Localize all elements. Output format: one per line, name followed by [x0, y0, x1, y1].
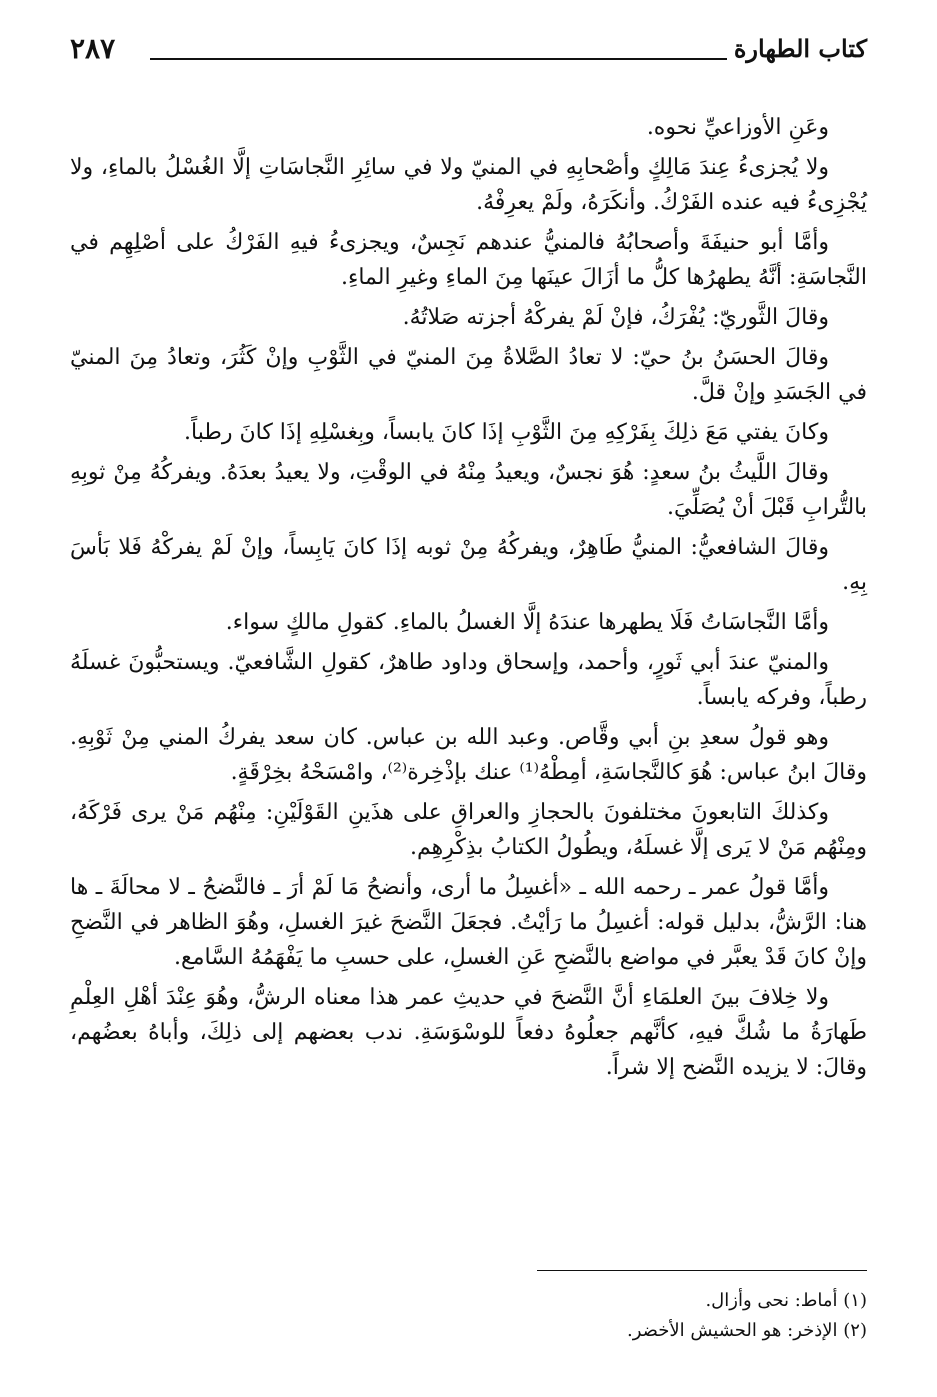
running-header: [70, 32, 867, 72]
paragraph: وهو قولُ سعدِ بنِ أبي وقَّاص. وعبد الله بن عباس. كان سعد يفركُ المني مِنْ ثَوْبِهِ. وقالَ ابنُ عباس: هُوَ كالنَّجاسَةِ، أمِطْهُ⁽¹⁾ عنك بإذْخِرة⁽²⁾، وامْسَحْهُ بخِرْقَةٍ.: [70, 725, 867, 785]
footnote-separator: [537, 1270, 867, 1271]
paragraph: ولا يُجزىءُ عِندَ مَالِكٍ وأصْحابِهِ في المنيّ ولا في سائِرِ النَّجاسَاتِ إلَّا الغُسْلُ بالماءِ، ولا يُجْزِىءُ فيه عنده الفَرْكُ. وأنكَرَهُ، ولَمْ يعرِفْهُ.: [70, 155, 867, 215]
header-rule: [150, 58, 727, 60]
footnote: (١) أماط: نحى وأزال.: [705, 1290, 867, 1311]
footnotes: [200, 1286, 867, 1346]
paragraph: وكذلكَ التابعونَ مختلفونَ بالحجازِ والعراقِ على هذَينِ القَوْلَيْنِ: مِنْهُم مَنْ يرى فَرْكَهُ، ومِنْهُم مَنْ لا يَرى إلَّا غسلَهُ، ويطُولُ الكتابُ بذِكْرِهِم.: [70, 800, 867, 860]
paragraph: ولا خِلافَ بينَ العلمَاءِ أنَّ النَّضحَ في حديثِ عمر هذا معناه الرشُّ، وهُوَ عِنْدَ أهْلِ العِلْمِ طَهارَةُ ما شُكَّ فيهِ، كأنَّهم جعلُوهُ دفعاً للوسْوَسَةِ. ندب بعضهم إلى ذلِكَ، وأباهُ بعضُهم، وقالَ: لا يزيده النَّضح إلا شراً.: [70, 985, 867, 1080]
paragraph: وكانَ يفتي مَعَ ذلِكَ بِفَرْكِهِ مِنَ الثَّوْبِ إذَا كانَ يابساً، وبِغسْلِهِ إذَا كانَ رطباً.: [184, 420, 829, 445]
paragraph: وقالَ الحسَنُ بنُ حيّ: لا تعادُ الصَّلاةُ مِنَ المنيّ في الثَّوْبِ وإنْ كَثُرَ، وتعادُ مِنَ المنيّ في الجَسَدِ وإنْ قلَّ.: [70, 345, 867, 405]
paragraph: والمنيّ عندَ أبي ثَورٍ، وأحمد، وإسحاق وداود طاهرٌ، كقولِ الشَّافعيّ. ويستحبُّونَ غسلَهُ رطباً، وفركه يابساً.: [70, 650, 867, 710]
chapter-title: كتاب الطهارة: [733, 34, 867, 63]
main-text: [70, 110, 867, 1090]
paragraph: وأمَّا النَّجاسَاتُ فَلَا يطهرها عندَهُ إلَّا الغسلُ بالماءِ. كقولِ مالكٍ سواء.: [225, 610, 829, 635]
paragraph: وأمَّا أبو حنيفَةَ وأصحابُهُ فالمنيُّ عندهم نَجِسٌ، ويجزىءُ فيهِ الفَرْكُ على أصْلِهِم في النَّجاسَةِ: أنَّهُ يطهرُها كلُّ ما أزَالَ عينَها مِنَ الماءِ وغيرِ الماءِ.: [70, 230, 867, 290]
page-number: ٢٨٧: [70, 32, 116, 65]
paragraph: وقالَ الثَّوريّ: يُفْرَكُ، فإنْ لَمْ يفركْهُ أجزته صَلاتُهُ.: [402, 305, 829, 330]
paragraph: وقالَ الشافعيُّ: المنيُّ طَاهِرٌ، ويفركُهُ مِنْ ثوبه إذَا كانَ يَابِساً، وإنْ لَمْ يفركْهُ فَلا بَأسَ بِهِ.: [70, 535, 867, 595]
paragraph: وعَنِ الأوزاعيِّ نحوه.: [646, 115, 829, 140]
paragraph: وأمَّا قولُ عمر ـ رحمه الله ـ «أغسِلُ ما أرى، وأنضحُ مَا لَمْ أرَ ـ فالنَّضحُ ـ لا محالَةَ ـ ها هنا: الرَّشُّ، بدليل قوله: أغسِلُ ما رَأيْتُ. فجعَلَ النَّضحَ غيرَ الغسلِ، وهُوَ الظاهر في النَّضحِ وإنْ كانَ قَدْ يعبَّر في مواضع بالنَّضحِ عَنِ الغسلِ، على حسبِ ما يَفْهَمُهُ السَّامع.: [70, 875, 867, 970]
paragraph: وقالَ اللَّيثُ بنُ سعدٍ: هُوَ نجسٌ، ويعيدُ مِنْهُ في الوقْتِ، ولا يعيدُ بعدَهُ. ويفركُهُ مِنْ ثوبِهِ بالتُّرابِ قَبْلَ أنْ يُصَلِّيَ.: [70, 460, 867, 520]
footnote: (٢) الإذخر: هو الحشيش الأخضر.: [626, 1320, 867, 1341]
